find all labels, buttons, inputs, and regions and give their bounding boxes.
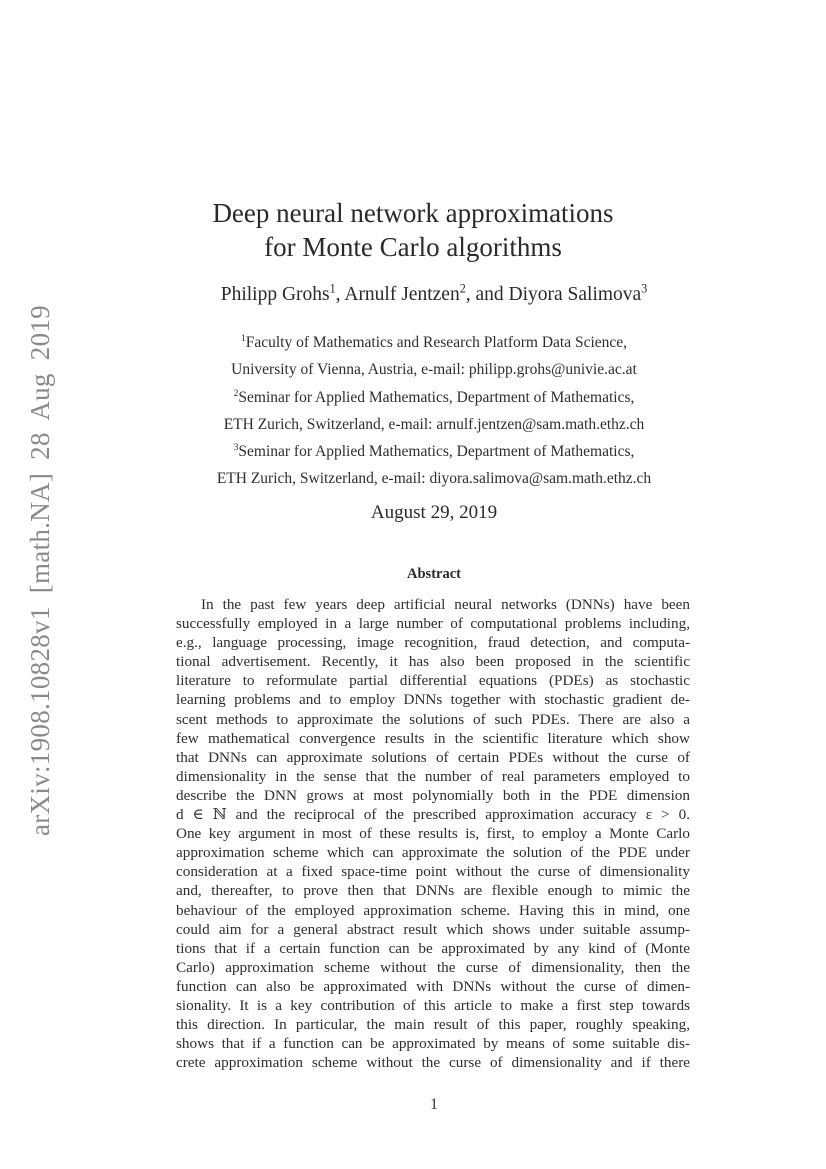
page-number: 1	[430, 1096, 438, 1113]
abstract-line: successfully employed in a large number of computational problems including,	[176, 615, 690, 633]
abstract-line: this direction. In particular, the main result of this paper, roughly speaking,	[176, 1016, 690, 1034]
affiliation-line: Seminar for Applied Mathematics, Department of Mathematics,	[238, 443, 635, 461]
publication-date: August 29, 2019	[370, 502, 498, 523]
title-line-2: for Monte Carlo algorithms	[264, 232, 562, 262]
abstract-line: that DNNs can approximate solutions of certain PDEs without the curse of	[176, 748, 690, 766]
abstract-line: Carlo) approximation scheme without the curse of dimensionality, then the	[176, 958, 690, 976]
affiliation	[0, 384, 826, 439]
abstract-body	[176, 595, 690, 1072]
abstract-line: describe the DNN grows at most polynomially both in the PDE dimension	[176, 786, 690, 804]
affiliation	[0, 438, 826, 493]
abstract-line: learning problems and to employ DNNs together with stochastic gradient de-	[176, 691, 690, 709]
author-affiliation-marker: 2	[459, 281, 466, 296]
affiliation-list	[0, 329, 826, 493]
author-name: Philipp Grohs	[220, 284, 330, 305]
author-separator: , and	[465, 284, 509, 305]
affiliation-line: Seminar for Applied Mathematics, Department of Mathematics,	[238, 388, 635, 406]
author-affiliation-marker: 3	[641, 281, 648, 296]
abstract-line: tional advertisement. Recently, it has also been proposed in the scientific	[176, 653, 690, 671]
abstract-line: approximation scheme which can approximate the solution of the PDE under	[176, 844, 690, 862]
abstract-line: few mathematical convergence results in the scientific literature which show	[176, 729, 690, 747]
abstract-line: literature to reformulate partial differential equations (PDEs) as stochastic	[176, 672, 690, 690]
abstract-heading: Abstract	[407, 566, 461, 582]
author-name: Arnulf Jentzen	[344, 284, 460, 305]
arxiv-identifier-text: arXiv:1908.10828v1 [math.NA] 28 Aug 2019	[24, 305, 55, 836]
abstract-line: In the past few years deep artificial neural networks (DNNs) have been	[201, 596, 690, 613]
affiliation-marker: 3	[233, 442, 239, 454]
abstract-line: crete approximation scheme without the curse of dimensionality and if there	[176, 1054, 690, 1072]
affiliation-marker: 2	[233, 387, 239, 399]
abstract-line: behaviour of the employed approximation scheme. Having this in mind, one	[176, 901, 690, 919]
affiliation-marker: 1	[240, 332, 246, 344]
abstract-line: dimensionality in the sense that the number of real parameters employed to	[176, 767, 690, 785]
affiliation-contact-line: ETH Zurich, Switzerland, e-mail: diyora.salimova@sam.math.ethz.ch	[216, 470, 652, 488]
author-separator: ,	[335, 284, 345, 305]
abstract-line: One key argument in most of these results is, first, to employ a Monte Carlo	[176, 825, 690, 843]
author-affiliation-marker: 1	[329, 281, 336, 296]
author-name: Diyora Salimova	[508, 284, 642, 305]
abstract-line: e.g., language processing, image recognition, fraud detection, and computa-	[176, 634, 690, 652]
abstract-line: d ∈ ℕ and the reciprocal of the prescribed approximation accuracy ε > 0.	[176, 806, 690, 824]
affiliation-line: Faculty of Mathematics and Research Platform Data Science,	[245, 334, 628, 351]
affiliation	[0, 329, 826, 384]
abstract-line: tions that if a certain function can be approximated by any kind of (Monte	[176, 939, 690, 957]
paper-title	[0, 196, 826, 264]
abstract-line: sionality. It is a key contribution of this article to make a first step towards	[176, 996, 690, 1014]
abstract-line: function can also be approximated with DNNs without the curse of dimen-	[176, 977, 690, 995]
author-list	[0, 281, 826, 306]
abstract-line: consideration at a fixed space-time point without the curse of dimensionality	[176, 863, 690, 881]
title-line-1: Deep neural network approximations	[212, 198, 614, 228]
abstract-line: and, thereafter, to prove then that DNNs are flexible enough to mimic the	[176, 882, 690, 900]
abstract-line: scent methods to approximate the solutions of such PDEs. There are also a	[176, 710, 690, 728]
abstract-line: shows that if a function can be approximated by means of some suitable dis-	[176, 1035, 690, 1053]
affiliation-contact-line: ETH Zurich, Switzerland, e-mail: arnulf.jentzen@sam.math.ethz.ch	[223, 415, 645, 433]
affiliation-contact-line: University of Vienna, Austria, e-mail: philipp.grohs@univie.ac.at	[231, 361, 637, 379]
abstract-line: could aim for a general abstract result which shows under suitable assump-	[176, 920, 690, 938]
